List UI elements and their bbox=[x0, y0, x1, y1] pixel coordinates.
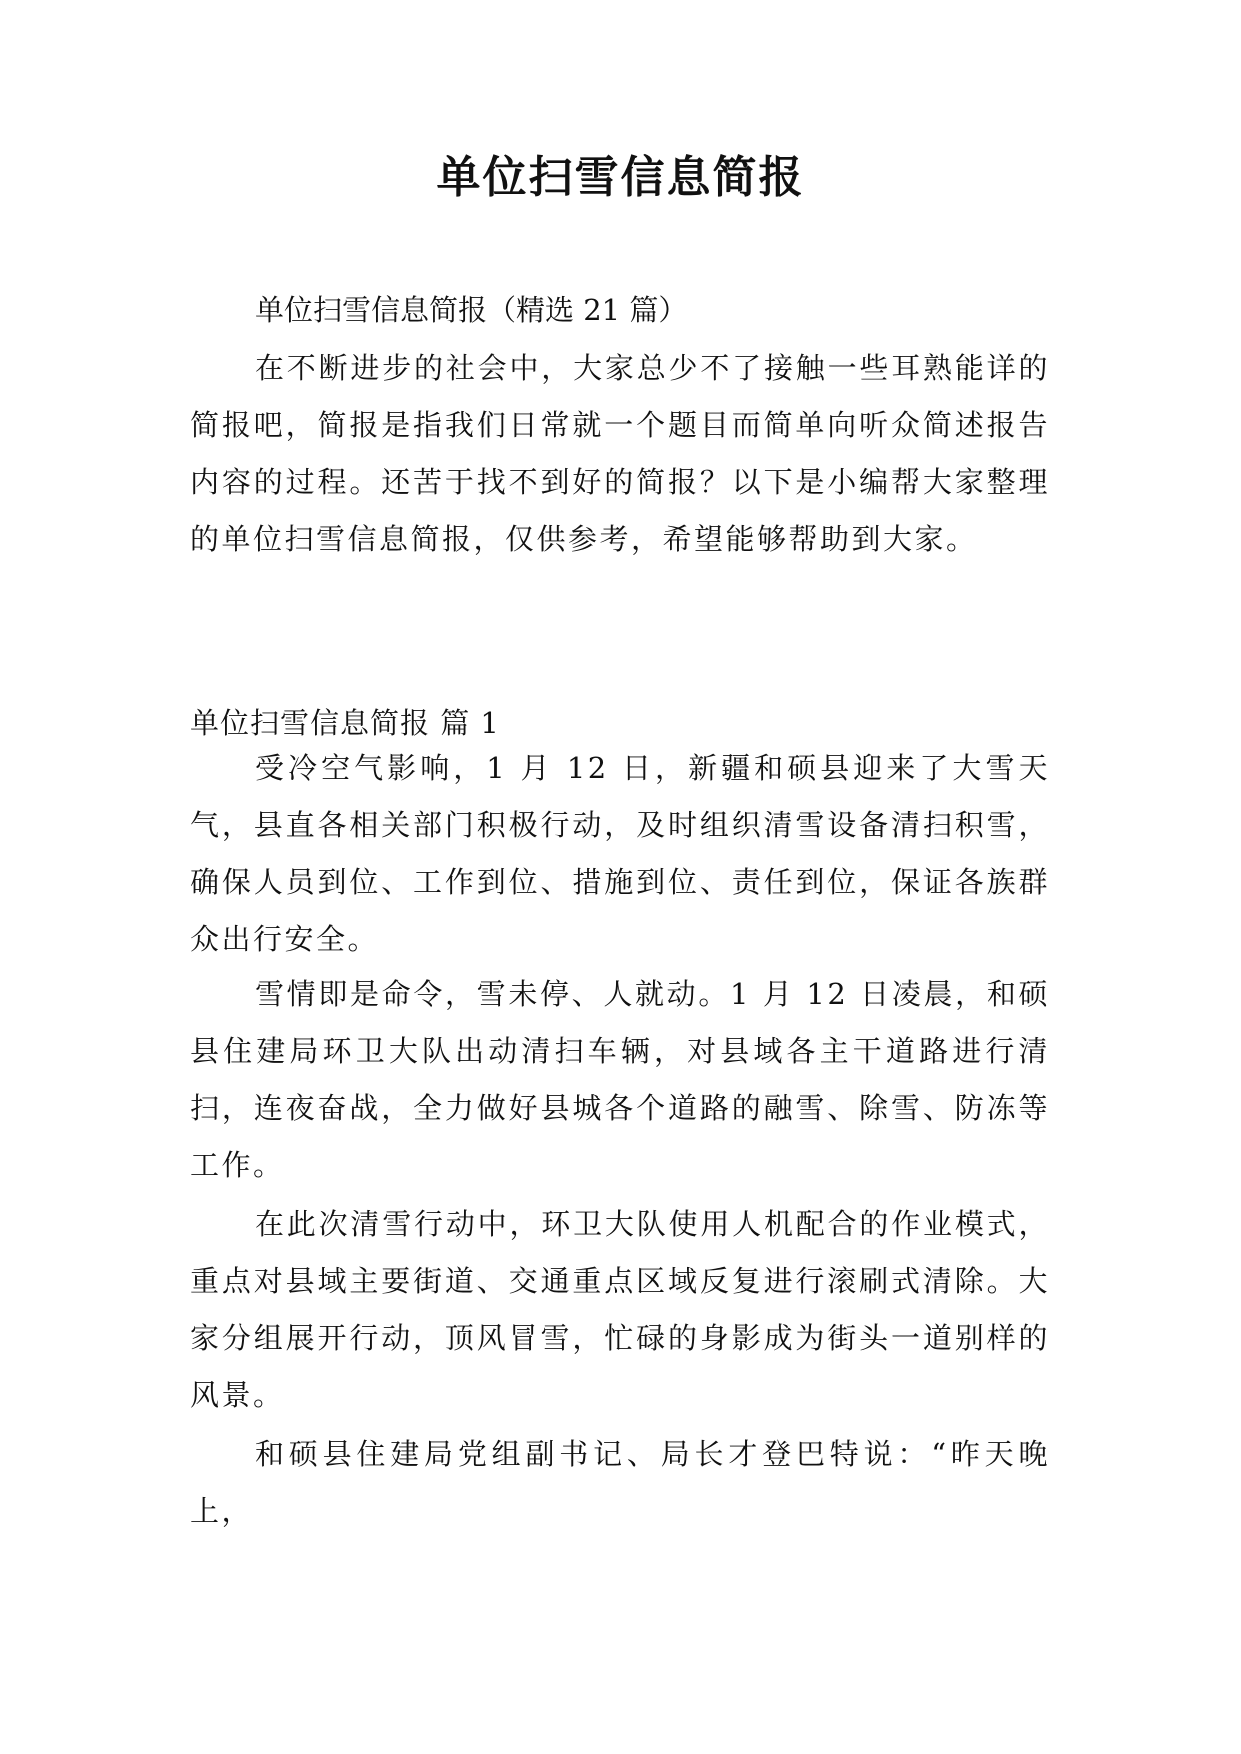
body-paragraph: 雪情即是命令，雪未停、人就动。1 月 12 日凌晨，和硕县住建局环卫大队出动清扫车辆，对县域各主干道路进行清扫，连夜奋战，全力做好县城各个道路的融雪、除雪、防冻等工作。 bbox=[190, 977, 1050, 1182]
body-paragraph: 受冷空气影响，1 月 12 日，新疆和硕县迎来了大雪天气，县直各相关部门积极行动，及时组织清雪设备清扫积雪，确保人员到位、工作到位、措施到位、责任到位，保证各族群众出行安全。 bbox=[190, 751, 1050, 956]
document-title: 单位扫雪信息简报 bbox=[436, 152, 805, 203]
document-subtitle: 单位扫雪信息简报（精选 21 篇） bbox=[255, 293, 688, 327]
section-heading: 单位扫雪信息简报 篇 1 bbox=[190, 706, 500, 740]
body-paragraph: 在此次清雪行动中，环卫大队使用人机配合的作业模式，重点对县域主要街道、交通重点区域反复进行滚刷式清除。大家分组展开行动，顶风冒雪，忙碌的身影成为街头一道别样的风景。 bbox=[190, 1207, 1050, 1412]
intro-paragraph: 在不断进步的社会中，大家总少不了接触一些耳熟能详的简报吧，简报是指我们日常就一个题目而简单向听众简述报告内容的过程。还苦于找不到好的简报？以下是小编帮大家整理的单位扫雪信息简报，仅供参考，希望能够帮助到大家。 bbox=[190, 351, 1050, 556]
body-paragraph: 和硕县住建局党组副书记、局长才登巴特说：“昨天晚上， bbox=[190, 1437, 1050, 1528]
